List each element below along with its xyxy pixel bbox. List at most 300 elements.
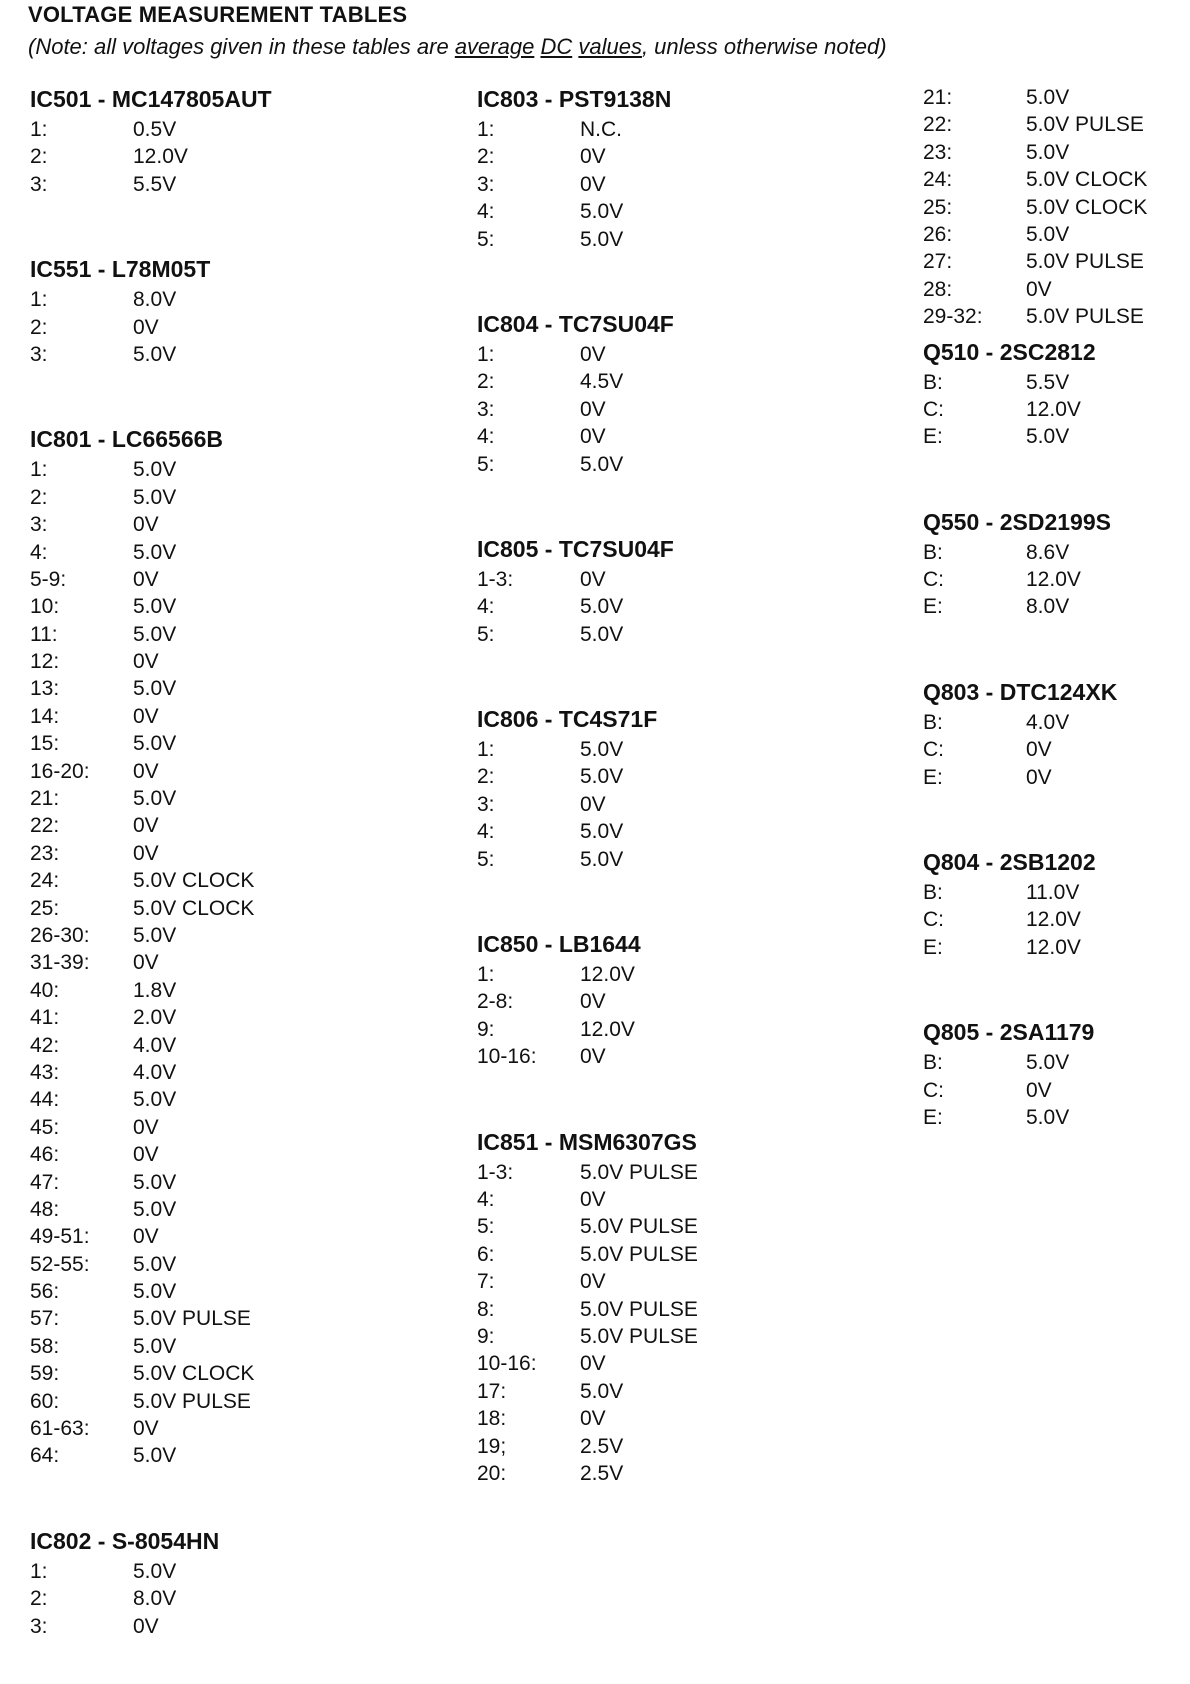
pin-label: 45:	[30, 1115, 60, 1139]
pin-label: 3:	[30, 172, 48, 196]
pin-label: 10:	[30, 595, 60, 619]
table-row	[30, 171, 450, 198]
voltage-value: 0V	[133, 315, 159, 339]
voltage-value: 0V	[133, 814, 159, 838]
pin-label: 9:	[477, 1017, 495, 1041]
table-row	[30, 812, 450, 839]
pin-label: 22:	[923, 113, 953, 137]
table-row	[30, 1360, 450, 1387]
table-row	[923, 709, 1183, 736]
voltage-value: 5.0V PULSE	[1026, 305, 1144, 329]
voltage-value: 12.0V	[1026, 397, 1081, 421]
table-row	[30, 621, 450, 648]
table-row	[30, 511, 450, 538]
voltage-value: 2.5V	[580, 1434, 624, 1458]
table-row	[477, 818, 897, 845]
table-row	[30, 1059, 450, 1086]
page-title: VOLTAGE MEASUREMENT TABLES	[28, 2, 408, 27]
voltage-value: 5.0V	[1026, 1105, 1070, 1129]
table-row	[923, 111, 1183, 138]
pin-label: B:	[923, 540, 943, 564]
pin-label: 3:	[477, 172, 495, 196]
voltage-value: 5.0V	[1026, 140, 1070, 164]
pin-label: 27:	[923, 250, 953, 274]
pin-label: 24:	[923, 168, 953, 192]
voltage-value: 0.5V	[133, 118, 177, 141]
pin-label: 21:	[30, 787, 60, 811]
voltage-value: 0V	[580, 792, 606, 816]
pin-label: 60:	[30, 1389, 60, 1413]
table-row	[30, 1442, 450, 1469]
pin-label: 64:	[30, 1444, 60, 1468]
table-row	[477, 1460, 897, 1487]
voltage-value: 4.0V	[1026, 710, 1070, 734]
pin-label: 3:	[477, 397, 495, 421]
pin-label: E:	[923, 935, 943, 959]
column-3	[923, 84, 1183, 1131]
table-row	[923, 764, 1183, 791]
pin-label: 4:	[477, 820, 495, 844]
voltage-value: 0V	[580, 990, 606, 1014]
pin-label: 41:	[30, 1006, 60, 1030]
pin-label: 25:	[923, 195, 953, 219]
pin-label: 4:	[477, 425, 495, 449]
pin-label: 7:	[477, 1270, 495, 1294]
pin-label: 2:	[30, 145, 48, 169]
table-title: IC801 - LC66566B	[30, 426, 224, 453]
note-emphasis-dc: DC	[540, 34, 573, 59]
voltage-value: 5.0V	[580, 227, 624, 251]
table-row	[477, 1405, 897, 1432]
voltage-table	[477, 84, 897, 253]
table-row	[30, 977, 450, 1004]
pin-label: 52-55:	[30, 1252, 90, 1276]
table-row	[30, 867, 450, 894]
pin-label: 1-3:	[477, 1160, 514, 1184]
voltage-value: 5.0V PULSE	[1026, 113, 1144, 137]
table-row	[477, 1378, 897, 1405]
table-row	[30, 1169, 450, 1196]
voltage-value: 5.0V	[580, 622, 624, 646]
table-row	[477, 1186, 897, 1213]
table-row	[30, 703, 450, 730]
table-title: Q510 - 2SC2812	[923, 338, 1096, 365]
pin-label: E:	[923, 425, 943, 449]
table-row	[477, 566, 897, 593]
voltage-value: 5.0V PULSE	[1026, 250, 1144, 274]
voltage-value: 0V	[133, 567, 159, 591]
voltage-value: 5.0V	[133, 485, 177, 509]
table-row	[477, 423, 897, 450]
pin-label: 22:	[30, 814, 60, 838]
voltage-value: 0V	[580, 1187, 606, 1211]
table-row	[30, 566, 450, 593]
table-title: IC803 - PST9138N	[477, 86, 672, 112]
voltage-table	[923, 337, 1183, 451]
table-row	[30, 1196, 450, 1223]
table-row	[477, 1296, 897, 1323]
pin-label: 1:	[30, 288, 48, 312]
pin-label: 15:	[30, 732, 60, 756]
voltage-value: 0V	[133, 1417, 159, 1441]
pin-label: 5-9:	[30, 567, 67, 591]
pin-label: 2:	[30, 315, 48, 339]
voltage-value: 12.0V	[1026, 908, 1081, 932]
voltage-value: 0V	[580, 397, 606, 421]
table-row	[923, 593, 1183, 620]
table-title: IC551 - L78M05T	[30, 256, 211, 283]
voltage-value: 5.0V	[133, 342, 177, 366]
voltage-value: 4.0V	[133, 1060, 177, 1084]
voltage-value: 5.0V	[133, 677, 177, 701]
pin-label: 3:	[477, 792, 495, 816]
pin-label: 5:	[477, 1215, 495, 1239]
table-row	[30, 922, 450, 949]
voltage-table	[477, 1127, 897, 1488]
pin-label: 2:	[477, 765, 495, 789]
pin-label: 14:	[30, 704, 60, 728]
table-row	[923, 934, 1183, 961]
table-row	[923, 1077, 1183, 1104]
pin-label: 29-32:	[923, 305, 983, 329]
table-row	[923, 248, 1183, 275]
voltage-value: 5.0V	[133, 1088, 177, 1112]
table-row	[923, 423, 1183, 450]
pin-label: 40:	[30, 978, 60, 1002]
voltage-value: 5.0V	[580, 595, 624, 619]
voltage-value: 5.0V	[133, 1559, 177, 1583]
voltage-value: 0V	[133, 1143, 159, 1167]
pin-label: 61-63:	[30, 1417, 90, 1441]
table-row	[923, 139, 1183, 166]
voltage-value: 0V	[133, 951, 159, 975]
voltage-value: 0V	[133, 1225, 159, 1249]
voltage-value: 5.0V	[580, 1379, 624, 1403]
table-row	[477, 1241, 897, 1268]
table-row	[477, 621, 897, 648]
voltage-value: 5.0V	[580, 765, 624, 789]
voltage-value: 0V	[1026, 1078, 1052, 1102]
pin-label: 5:	[477, 452, 495, 476]
table-row	[477, 988, 897, 1015]
table-row	[30, 1032, 450, 1059]
voltage-value: 5.0V PULSE	[580, 1297, 698, 1321]
table-row	[477, 1043, 897, 1070]
voltage-value: 5.0V	[133, 732, 177, 756]
voltage-value: 5.0V	[1026, 1051, 1070, 1075]
table-row	[30, 895, 450, 922]
column-2	[477, 84, 897, 1487]
table-row	[30, 949, 450, 976]
table-row	[477, 736, 897, 763]
table-row	[477, 593, 897, 620]
voltage-value: N.C.	[580, 118, 622, 141]
voltage-value: 5.0V	[580, 738, 624, 762]
table-row	[477, 846, 897, 873]
note-emphasis-average: average	[454, 34, 535, 59]
voltage-value: 5.0V PULSE	[580, 1242, 698, 1266]
pin-label: 11:	[30, 622, 58, 646]
voltage-value: 5.0V CLOCK	[133, 1362, 255, 1386]
table-row	[30, 286, 450, 313]
table-row	[923, 276, 1183, 303]
pin-label: 26:	[923, 222, 953, 246]
voltage-value: 0V	[580, 1270, 606, 1294]
table-row	[30, 143, 450, 170]
table-row	[477, 116, 897, 143]
voltage-value: 2.0V	[133, 1006, 177, 1030]
voltage-table	[923, 84, 1183, 331]
pin-label: 4:	[30, 540, 48, 564]
table-row	[30, 1141, 450, 1168]
voltage-value: 5.0V	[133, 1280, 177, 1304]
pin-label: E:	[923, 595, 943, 619]
pin-label: C:	[923, 397, 944, 421]
voltage-table	[477, 704, 897, 873]
pin-label: 25:	[30, 896, 60, 920]
table-row	[30, 1585, 450, 1612]
table-row	[477, 1159, 897, 1186]
table-row	[477, 451, 897, 478]
voltage-value: 0V	[580, 567, 606, 591]
table-title: IC850 - LB1644	[477, 931, 641, 958]
table-row	[30, 1388, 450, 1415]
table-row	[30, 1278, 450, 1305]
table-row	[477, 1016, 897, 1043]
table-row	[30, 314, 450, 341]
voltage-value: 5.0V	[133, 1334, 177, 1358]
table-title: IC851 - MSM6307GS	[477, 1128, 697, 1155]
pin-label: 2:	[30, 485, 48, 509]
table-row	[30, 539, 450, 566]
table-row	[30, 648, 450, 675]
pin-label: 17:	[477, 1379, 507, 1403]
table-row	[477, 171, 897, 198]
voltage-value: 5.0V	[133, 1170, 177, 1194]
voltage-value: 5.0V	[133, 923, 177, 947]
table-row	[923, 539, 1183, 566]
table-row	[923, 194, 1183, 221]
table-row	[30, 1004, 450, 1031]
column-1	[30, 84, 450, 1640]
voltage-value: 5.0V	[133, 1197, 177, 1221]
table-row	[30, 840, 450, 867]
pin-label: 10-16:	[477, 1045, 537, 1069]
table-row	[923, 1049, 1183, 1076]
pin-label: B:	[923, 710, 943, 734]
pin-label: 2:	[477, 370, 495, 394]
voltage-value: 0V	[580, 342, 606, 366]
voltage-table	[477, 309, 897, 478]
pin-label: E:	[923, 765, 943, 789]
pin-label: 56:	[30, 1280, 60, 1304]
voltage-value: 4.0V	[133, 1033, 177, 1057]
pin-label: 1:	[477, 118, 495, 141]
pin-label: 47:	[30, 1170, 60, 1194]
voltage-value: 0V	[580, 425, 606, 449]
table-row	[30, 484, 450, 511]
voltage-value: 12.0V	[133, 145, 188, 169]
table-row	[477, 368, 897, 395]
voltage-table	[923, 1017, 1183, 1131]
pin-label: 23:	[30, 841, 60, 865]
voltage-value: 0V	[1026, 277, 1052, 301]
voltage-value: 5.0V	[133, 540, 177, 564]
voltage-value: 0V	[133, 704, 159, 728]
voltage-value: 8.0V	[133, 1587, 177, 1611]
table-row	[30, 1305, 450, 1332]
pin-label: C:	[923, 568, 944, 592]
pin-label: 3:	[30, 513, 48, 537]
voltage-value: 5.0V CLOCK	[133, 896, 255, 920]
table-row	[923, 396, 1183, 423]
pin-label: 12:	[30, 650, 60, 674]
pin-label: 4:	[477, 1187, 495, 1211]
table-row	[477, 143, 897, 170]
pin-label: 1:	[477, 342, 495, 366]
table-row	[30, 456, 450, 483]
table-row	[923, 1104, 1183, 1131]
voltage-value: 0V	[133, 841, 159, 865]
pin-label: 18:	[477, 1407, 507, 1431]
voltage-value: 0V	[133, 513, 159, 537]
voltage-value: 5.0V	[133, 622, 177, 646]
pin-label: 19;	[477, 1434, 507, 1458]
voltage-value: 5.0V	[133, 458, 177, 482]
voltage-value: 5.0V PULSE	[133, 1389, 251, 1413]
voltage-value: 0V	[133, 1614, 159, 1638]
pin-label: 2:	[30, 1587, 48, 1611]
pin-label: B:	[923, 881, 943, 905]
pin-label: 1:	[30, 458, 48, 482]
voltage-value: 8.6V	[1026, 540, 1070, 564]
table-title: IC806 - TC4S71F	[477, 706, 658, 733]
pin-label: 57:	[30, 1307, 60, 1331]
table-row	[30, 1558, 450, 1585]
pin-label: 20:	[477, 1461, 507, 1485]
pin-label: 9:	[477, 1324, 495, 1348]
pin-label: 44:	[30, 1088, 60, 1112]
voltage-value: 5.0V	[133, 1444, 177, 1468]
table-row	[477, 1213, 897, 1240]
voltage-table	[477, 929, 897, 1071]
table-row	[923, 303, 1183, 330]
table-row	[30, 1086, 450, 1113]
table-title: IC805 - TC7SU04F	[477, 535, 674, 562]
voltage-value: 0V	[1026, 738, 1052, 762]
pin-label: C:	[923, 1078, 944, 1102]
voltage-value: 5.0V	[1026, 425, 1070, 449]
voltage-value: 8.0V	[133, 288, 177, 312]
table-title: IC804 - TC7SU04F	[477, 310, 674, 337]
voltage-value: 5.0V	[580, 452, 624, 476]
voltage-table	[30, 84, 450, 198]
pin-label: B:	[923, 1051, 943, 1075]
pin-label: 49-51:	[30, 1225, 90, 1249]
pin-label: 43:	[30, 1060, 60, 1084]
table-row	[30, 1415, 450, 1442]
table-row	[30, 675, 450, 702]
voltage-value: 12.0V	[1026, 935, 1081, 959]
table-title: Q804 - 2SB1202	[923, 849, 1096, 876]
voltage-value: 5.0V PULSE	[133, 1307, 251, 1331]
table-row	[477, 396, 897, 423]
table-row	[923, 566, 1183, 593]
pin-label: 1:	[30, 118, 48, 141]
voltage-table	[923, 677, 1183, 791]
pin-label: 5:	[477, 227, 495, 251]
voltage-value: 1.8V	[133, 978, 177, 1002]
pin-label: 5:	[477, 622, 495, 646]
pin-label: 4:	[477, 595, 495, 619]
voltage-value: 5.0V CLOCK	[1026, 168, 1148, 192]
voltage-table	[923, 847, 1183, 961]
table-row	[30, 1251, 450, 1278]
table-row	[30, 1223, 450, 1250]
pin-label: 5:	[477, 847, 495, 871]
pin-label: 16-20:	[30, 759, 90, 783]
pin-label: B:	[923, 370, 943, 394]
voltage-value: 5.5V	[133, 172, 177, 196]
table-row	[477, 1433, 897, 1460]
table-row	[30, 341, 450, 368]
pin-label: 21:	[923, 86, 953, 109]
voltage-value: 5.0V	[580, 200, 624, 224]
voltage-value: 5.0V	[580, 847, 624, 871]
pin-label: 48:	[30, 1197, 60, 1221]
voltage-table	[30, 1526, 450, 1640]
pin-label: 23:	[923, 140, 953, 164]
voltage-value: 0V	[133, 1115, 159, 1139]
table-row	[923, 369, 1183, 396]
voltage-value: 5.0V	[580, 820, 624, 844]
pin-label: 2-8:	[477, 990, 514, 1014]
voltage-value: 12.0V	[580, 1017, 635, 1041]
pin-label: 1:	[477, 738, 495, 762]
table-row	[923, 906, 1183, 933]
voltage-value: 5.0V PULSE	[580, 1324, 698, 1348]
voltage-value: 11.0V	[1026, 881, 1080, 905]
table-title: Q803 - DTC124XK	[923, 678, 1118, 705]
pin-label: 59:	[30, 1362, 60, 1386]
table-row	[923, 736, 1183, 763]
voltage-value: 12.0V	[1026, 568, 1081, 592]
pin-label: 3:	[30, 342, 48, 366]
table-row	[923, 84, 1183, 111]
voltage-value: 0V	[133, 650, 159, 674]
voltage-value: 0V	[580, 1045, 606, 1069]
voltage-value: 8.0V	[1026, 595, 1070, 619]
pin-label: 26-30:	[30, 923, 90, 947]
table-title: Q805 - 2SA1179	[923, 1019, 1095, 1046]
pin-label: 58:	[30, 1334, 60, 1358]
voltage-value: 0V	[580, 172, 606, 196]
table-row	[477, 1323, 897, 1350]
voltage-value: 5.0V	[1026, 222, 1070, 246]
pin-label: 6:	[477, 1242, 495, 1266]
pin-label: 46:	[30, 1143, 60, 1167]
table-title: Q550 - 2SD2199S	[923, 508, 1111, 535]
voltage-value: 12.0V	[580, 963, 635, 987]
voltage-value: 5.0V	[133, 595, 177, 619]
pin-label: C:	[923, 908, 944, 932]
table-row	[477, 1268, 897, 1295]
voltage-table	[30, 424, 450, 1469]
table-row	[477, 763, 897, 790]
note-text: (Note: all voltages given in these tables are average DC values, unless otherwise noted)	[28, 34, 887, 59]
voltage-value: 5.0V CLOCK	[1026, 195, 1148, 219]
voltage-value: 5.0V	[1026, 86, 1070, 109]
